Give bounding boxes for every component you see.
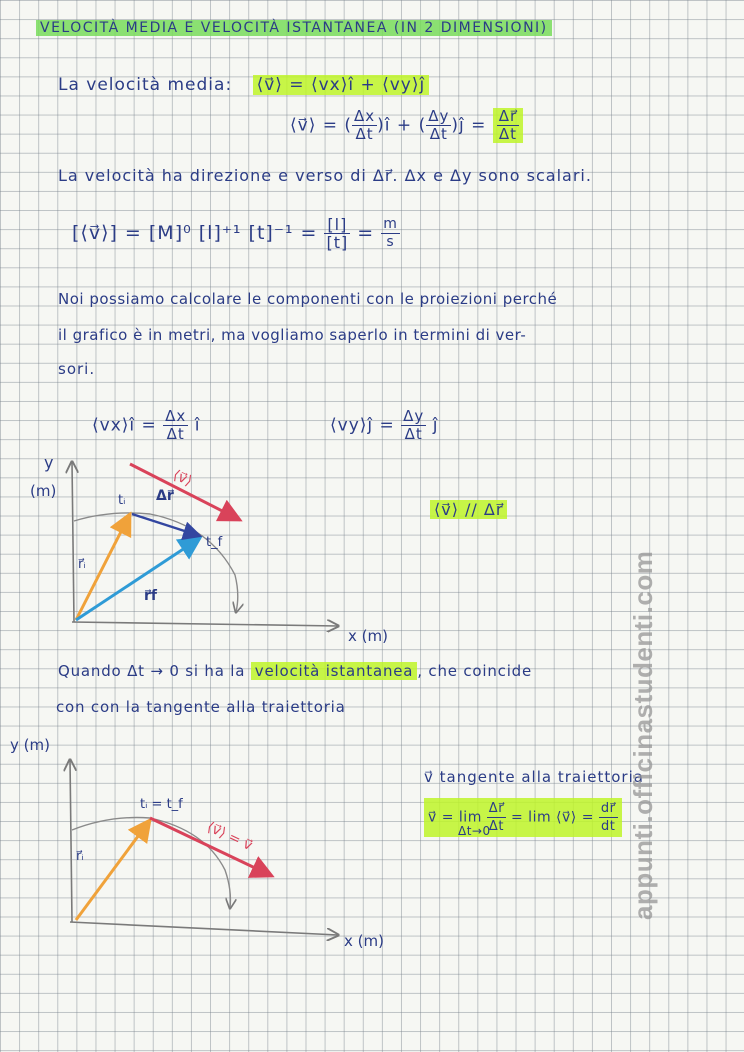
vy-lhs: ⟨vy⟩ĵ = xyxy=(330,415,395,436)
graph1-v-label: ⟨v⃗⟩ xyxy=(170,467,195,490)
graph1-ri-label: r⃗ᵢ xyxy=(78,557,86,572)
graph2-x-label: x (m) xyxy=(344,932,384,950)
graph2-titf-label: tᵢ = t_f xyxy=(140,797,183,812)
limit-part-b: = lim ⟨v⃗⟩ = xyxy=(511,809,594,826)
graph1-y-label: y xyxy=(44,453,54,472)
instant-velocity-highlight: velocità istantanea xyxy=(251,662,417,680)
graph2-ri-label: r⃗ᵢ xyxy=(76,849,84,864)
limit-subscript: Δt→0 xyxy=(458,824,491,838)
graph2-v-label: ⟨v⃗⟩ = v⃗ xyxy=(204,819,255,854)
dr-vector xyxy=(132,514,200,536)
frac-num: m xyxy=(383,216,398,232)
y-axis xyxy=(72,462,74,622)
frac-den: Δt xyxy=(404,425,423,443)
velocity-label: La velocità media: xyxy=(58,75,233,95)
frac-den: s xyxy=(386,234,395,250)
paragraph-line-1: Noi possiamo calcolare le componenti con le proiezioni perché xyxy=(58,290,558,308)
quando-line-2: con con la tangente alla traiettoria xyxy=(56,698,346,716)
paragraph-line-2: il grafico è in metri, ma vogliamo saperlo in termini di ver- xyxy=(58,326,527,344)
direction-text: La velocità ha direzione e verso di Δr⃗. Δx e Δy sono scalari. xyxy=(58,166,592,185)
graph1-rf-label: r⃗f xyxy=(144,588,157,604)
tangent-text: v⃗ tangente alla traiettoria xyxy=(424,768,644,786)
vx-unit: î xyxy=(194,415,201,436)
limit-formula xyxy=(424,798,622,837)
y-axis xyxy=(70,760,72,922)
graph1-dr-label: Δr⃗ xyxy=(156,488,174,504)
frac-den: Δt xyxy=(166,425,185,443)
graph1-y-unit: (m) xyxy=(30,482,57,500)
frac-num: Δy xyxy=(403,407,425,425)
dimensional-formula: [⟨v⃗⟩] = [M]⁰ [l]⁺¹ [t]⁻¹ = $\frac{[l]}{[t]}$ = $\frac{m}{s}$ xyxy=(72,215,398,252)
velocity-formula: ⟨v⃗⟩ = ⟨vx⟩î + ⟨vy⟩ĵ xyxy=(253,75,430,95)
graph1-tf-label: t_f xyxy=(206,535,223,550)
dimensional-lhs: [⟨v⃗⟩] = [M]⁰ [l]⁺¹ [t]⁻¹ = xyxy=(72,222,325,244)
frac-den: [t] xyxy=(326,233,349,252)
frac-den: Δt xyxy=(488,819,504,834)
ri-vector xyxy=(76,820,150,920)
x-axis xyxy=(70,922,338,935)
graph2-y-label: y (m) xyxy=(10,736,50,754)
vy-unit: ĵ xyxy=(432,415,439,436)
frac-den: Δt xyxy=(429,125,448,143)
graph1-ti-label: tᵢ xyxy=(118,493,126,508)
frac-den: dt xyxy=(601,819,616,834)
quando-text-b: , che coincide xyxy=(417,662,533,680)
frac-num: Δx xyxy=(165,407,187,425)
quando-text-a: Quando Δt → 0 si ha la xyxy=(58,662,246,680)
rf-vector xyxy=(76,538,200,620)
vx-lhs: ⟨vx⟩î = xyxy=(92,415,157,436)
watermark: appunti.officinastudenti.com xyxy=(628,550,658,920)
frac-num: Δx xyxy=(354,107,376,125)
frac-num: Δy xyxy=(428,107,450,125)
page-title: VELOCITÀ MEDIA E VELOCITÀ ISTANTANEA (IN 2 DIMENSIONI) xyxy=(36,20,552,36)
velocity-fraction-formula: ⟨v⃗⟩ = ( $\frac{\Delta x}{\Delta t}$ )î + ( $\frac{\Delta y}{\Delta t}$ )ĵ = $\frac{\Delta r⃗}{\Delta t}$ xyxy=(290,108,523,143)
frac-den: Δt xyxy=(498,125,518,143)
frac-den: Δt xyxy=(355,125,374,143)
frac-num: [l] xyxy=(324,216,350,234)
frac-num: Δr⃗ xyxy=(498,107,518,125)
formula-lhs: ⟨v⃗⟩ = xyxy=(290,115,338,136)
quando-line-1 xyxy=(58,662,532,680)
graph1-x-label: x (m) xyxy=(348,627,388,645)
graph-2 xyxy=(10,736,384,950)
x-axis xyxy=(72,622,338,626)
paragraph-line-3: sori. xyxy=(58,360,96,378)
frac-drd-dtd xyxy=(599,800,618,835)
limit-part-a: v⃗ = lim xyxy=(428,809,482,826)
parallel-label: ⟨v⃗⟩ // Δr⃗ xyxy=(430,500,507,519)
frac-num: Δr⃗ xyxy=(488,801,505,816)
graph-1 xyxy=(30,453,388,645)
frac-num: dr⃗ xyxy=(600,801,616,816)
